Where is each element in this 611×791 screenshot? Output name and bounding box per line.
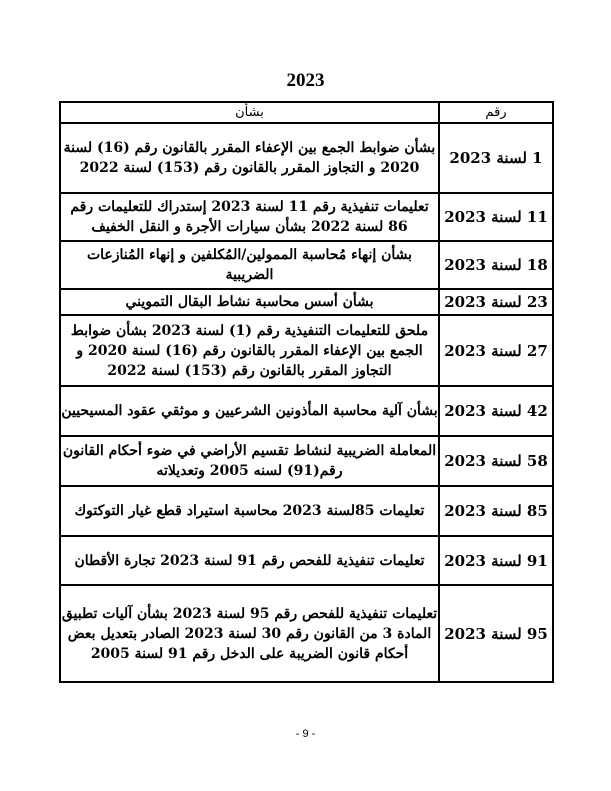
- row-number: 18 لسنة 2023: [439, 241, 553, 289]
- row-subject: تعليمات تنفيذية للفحص رقم 91 لسنة 2023 تجارة الأقطان: [60, 536, 439, 585]
- row-number: 1 لسنة 2023: [439, 123, 553, 193]
- row-subject: تعليمات تنفيذية للفحص رقم 95 لسنة 2023 بشأن آليات تطبيق المادة 3 من القانون رقم 30 لسنة 2023 الصادر بتعديل بعض أحكام قانون الضريبة على الدخل رقم 91 لسنة 2005: [60, 585, 439, 682]
- row-number: 95 لسنة 2023: [439, 585, 553, 682]
- header-subject: بشأن: [60, 102, 439, 123]
- row-number: 27 لسنة 2023: [439, 315, 553, 386]
- table-row: [60, 289, 553, 315]
- row-number: 23 لسنة 2023: [439, 289, 553, 315]
- table-row: [60, 436, 553, 486]
- row-subject: بشأن إنهاء مُحاسبة الممولين/المُكلفين و إنهاء المُنازعات الضريبية: [60, 241, 439, 289]
- table-header-row: [60, 102, 553, 123]
- page-title: 2023: [286, 70, 325, 91]
- table-row: [60, 193, 553, 241]
- row-subject: بشأن ضوابط الجمع بين الإعفاء المقرر بالقانون رقم (16) لسنة 2020 و التجاوز المقرر بالقانون رقم (153) لسنة 2022: [60, 123, 439, 193]
- table-row: [60, 123, 553, 193]
- row-subject: تعليمات تنفيذية رقم 11 لسنة 2023 إستدراك للتعليمات رقم 86 لسنة 2022 بشأن سيارات الأجرة و النقل الخفيف: [60, 193, 439, 241]
- table-row: [60, 386, 553, 436]
- row-number: 11 لسنة 2023: [439, 193, 553, 241]
- page-number: - 9 -: [295, 728, 316, 740]
- row-subject: ملحق للتعليمات التنفيذية رقم (1) لسنة 2023 بشأن ضوابط الجمع بين الإعفاء المقرر بالقانون رقم (16) لسنة 2020 و التجاوز المقرر بالقانون رقم (153) لسنة 2022: [60, 315, 439, 386]
- row-number: 91 لسنة 2023: [439, 536, 553, 585]
- row-subject: بشأن أسس محاسبة نشاط البقال التمويني: [60, 289, 439, 315]
- header-number: رقم: [439, 102, 553, 123]
- regulations-table: [59, 101, 554, 683]
- row-number: 42 لسنة 2023: [439, 386, 553, 436]
- table-row: [60, 585, 553, 682]
- row-subject: المعاملة الضريبية لنشاط تقسيم الأراضي في ضوء أحكام القانون رقم(91) لسنه 2005 وتعديلاته: [60, 436, 439, 486]
- row-number: 85 لسنة 2023: [439, 486, 553, 536]
- table-row: [60, 536, 553, 585]
- row-subject: بشأن آلية محاسبة المأذونين الشرعيين و موثقي عقود المسيحيين: [60, 386, 439, 436]
- row-subject: تعليمات 85لسنة 2023 محاسبة استيراد قطع غيار التوكتوك: [60, 486, 439, 536]
- row-number: 58 لسنة 2023: [439, 436, 553, 486]
- table-row: [60, 486, 553, 536]
- table-row: [60, 241, 553, 289]
- table-row: [60, 315, 553, 386]
